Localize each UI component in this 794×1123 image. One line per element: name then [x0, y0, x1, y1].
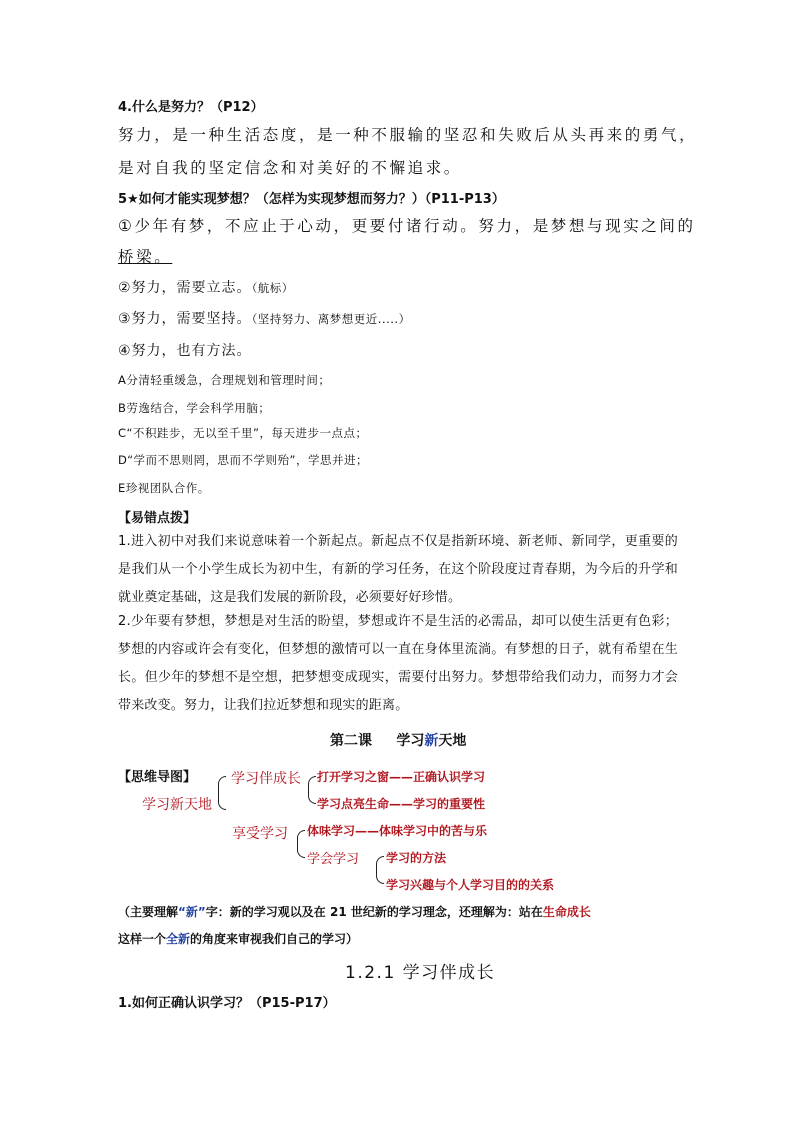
errors-paragraph-2: 2.少年要有梦想，梦想是对生活的盼望，梦想或许不是生活的必需品，却可以使生活更有色彩；梦想的内容或许会有变化，但梦想的激情可以一直在身体里流淌。有梦想的日子，就有希望在生长。但少年的梦想不是空想，把梦想变成现实，需要付出努力。梦想带给我们动力，而努力才会带来改变。努力，让我们拉近梦想和现实的距离。	[118, 614, 678, 713]
note-line2	[118, 930, 358, 947]
mindmap-branch2-grand2: 学习兴趣与个人学习目的的关系	[386, 878, 555, 892]
item2-text: ②努力，需要立志。	[118, 280, 252, 296]
lesson2-title	[330, 730, 466, 750]
note-a: （主要理解	[118, 905, 179, 919]
note-f: 全新	[166, 932, 191, 946]
subsection-title: 1.2.1 学习伴成长	[345, 963, 496, 983]
section5-item4: ④努力，也有方法。	[118, 343, 252, 359]
method-a: A分清轻重缓急，合理规划和管理时间；	[118, 373, 331, 387]
mindmap-branch1-child1: 打开学习之窗——正确认识学习	[317, 770, 486, 784]
note-b: “新”	[178, 905, 206, 919]
mindmap-brace-learn	[376, 856, 384, 884]
section5-heading: 5★如何才能实现梦想？（怎样为实现梦想而努力？）（P11-P13）	[118, 192, 505, 207]
item3-note: （坚持努力、离梦想更近.....）	[251, 312, 411, 326]
mindmap-branch1-child2: 学习点亮生命——学习的重要性	[317, 797, 486, 811]
method-e: E珍视团队合作。	[118, 481, 210, 495]
item3-text: ③努力，需要坚持。	[118, 311, 252, 327]
mindmap-root: 学习新天地	[142, 797, 212, 813]
mindmap-label: 【思维导图】	[118, 770, 197, 785]
note-d: 生命成长	[542, 905, 591, 919]
section5-item2	[118, 277, 294, 297]
lesson2-title-post: 天地	[438, 733, 467, 749]
lesson2-title-accent: 新	[424, 733, 439, 749]
section4-line1: 努力，是一种生活态度，是一种不服输的坚忍和失败后从头再来的勇气，	[118, 126, 698, 144]
section5-item3	[118, 308, 411, 328]
mindmap-branch2-child2: 学会学习	[307, 852, 360, 867]
mindmap-brace-branch2	[297, 830, 305, 858]
errors-paragraph-1: 1.进入初中对我们来说意味着一个新起点。新起点不仅是指新环境、新老师、新同学，更重要的是我们从一个小学生成长为初中生，有新的学习任务，在这个阶段度过青春期，为今后的升学和就业奠定基础，这是我们发展的新阶段，必须要好好珍惜。	[118, 534, 678, 605]
method-d: D“学而不思则罔，思而不学则殆”，学思并进；	[118, 453, 369, 467]
mindmap-branch2-child1: 体味学习——体味学习中的苦与乐	[307, 824, 488, 838]
item2-note: （航标）	[251, 281, 294, 295]
mindmap-brace-root	[218, 776, 226, 810]
note-line1	[118, 903, 591, 920]
note-g: 的角度来审视我们自己的学习）	[190, 932, 359, 946]
mindmap-branch1: 学习伴成长	[231, 771, 301, 787]
section4-line2: 是对自我的坚定信念和对美好的不懈追求。	[118, 159, 462, 177]
lesson2-title-pre: 第二课 学习	[330, 733, 425, 749]
note-c: 字：新的学习观以及在 21 世纪新的学习理念，还理解为：站在	[205, 905, 543, 919]
mindmap-branch2: 享受学习	[232, 826, 288, 842]
method-b: B劳逸结合，学会科学用脑；	[118, 401, 271, 415]
subsection-question: 1.如何正确认识学习？（P15-P17）	[118, 996, 336, 1011]
section5-item1-line2: 桥梁。	[118, 248, 173, 266]
note-e: 这样一个	[118, 932, 167, 946]
errors-heading: 【易错点拨】	[118, 511, 197, 526]
section5-item1-line1: ①少年有梦，不应止于心动，更要付诸行动。努力，是梦想与现实之间的	[118, 217, 696, 235]
mindmap-brace-branch1	[308, 776, 316, 804]
mindmap-branch2-grand1: 学习的方法	[386, 851, 447, 865]
method-c: C“不积跬步，无以至千里”，每天进步一点点；	[118, 426, 368, 440]
section4-heading: 4.什么是努力？（P12）	[118, 100, 264, 115]
